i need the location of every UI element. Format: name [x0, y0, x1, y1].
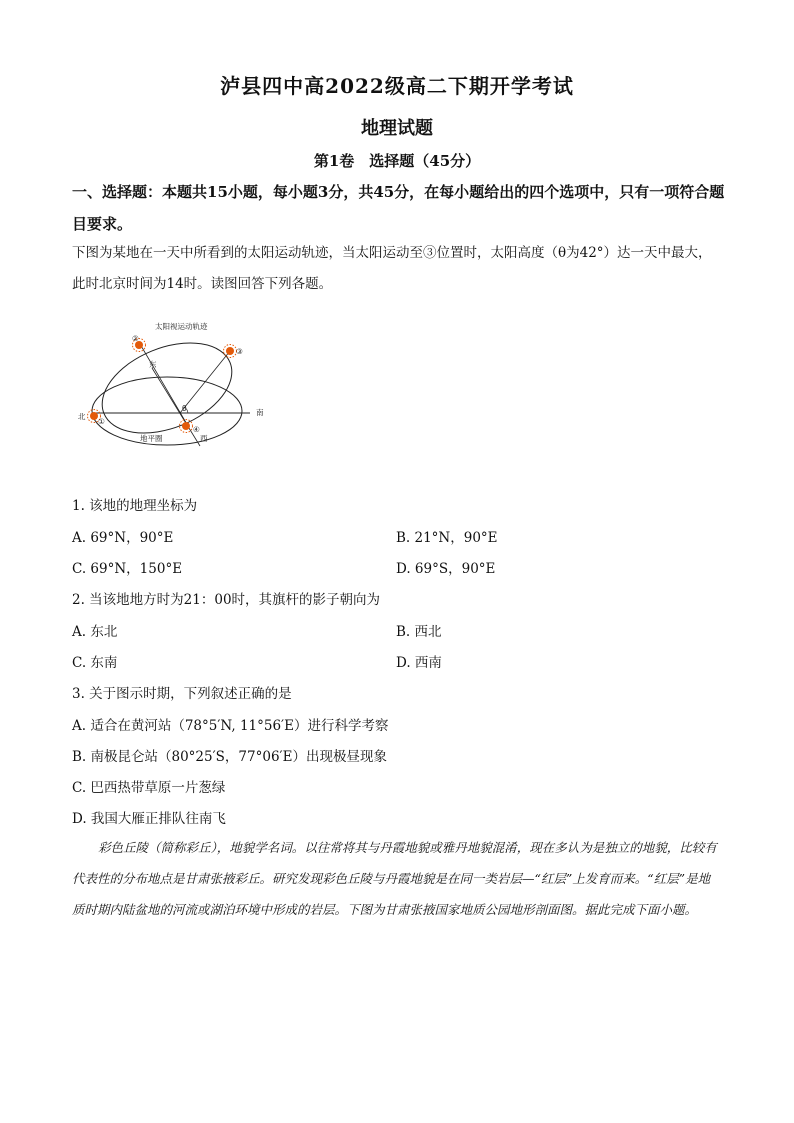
position-4-label: ④	[193, 425, 200, 434]
west-label: 西	[200, 434, 208, 443]
question-3-option-d[interactable]: D. 我国大雁正排队往南飞	[72, 811, 226, 827]
volume-title: 第1卷 选择题（45分）	[313, 152, 481, 170]
position-2-label: ②	[132, 334, 139, 343]
question-3-option-c[interactable]: C. 巴西热带草原一片葱绿	[72, 780, 226, 796]
question-1-option-a[interactable]: A. 69°N，90°E	[72, 530, 174, 546]
horizon-ellipse	[92, 377, 242, 445]
position-1-label: ①	[98, 417, 105, 426]
question-3-option-a[interactable]: A. 适合在黄河站（78°5′N, 11°56′E）进行科学考察	[72, 718, 389, 734]
sun-path-ellipse	[89, 325, 245, 448]
south-label: 南	[256, 408, 264, 417]
question-1-option-b[interactable]: B. 21°N，90°E	[396, 530, 498, 546]
sun-path-diagram	[72, 318, 282, 448]
question-2-option-c[interactable]: C. 东南	[72, 655, 118, 671]
passage-paragraph: 彩色丘陵（简称彩丘），地貌学名词。以往常将其与丹霞地貌或雅丹地貌混淆，现在多认为是独立的地貌，比较有代表性的分布地点是甘肃张掖彩丘。研究发现彩色丘陵与丹霞地貌是在同一类岩层—“红层”上发育而来。“红层”是地质时期内陆盆地的河流或湖泊环境中形成的岩层。下图为甘肃张掖国家地质公园地形剖面图。据此完成下面小题。	[72, 840, 717, 917]
exam-title: 泸县四中高2022级高二下期开学考试	[220, 74, 574, 98]
question-3-stem: 3. 关于图示时期，下列叙述正确的是	[72, 686, 292, 702]
north-label: 北	[78, 412, 86, 421]
east-label: 东	[149, 360, 157, 369]
question-2-option-d[interactable]: D. 西南	[396, 655, 442, 671]
question-3-option-b[interactable]: B. 南极昆仑站（80°25′S，77°06′E）出现极昼现象	[72, 749, 387, 765]
subject-title: 地理试题	[361, 118, 433, 139]
altitude-line	[180, 351, 230, 413]
question-2-option-a[interactable]: A. 东北	[72, 624, 118, 640]
question-2-option-b[interactable]: B. 西北	[396, 624, 442, 640]
section-heading: 一、选择题：本题共15小题，每小题3分，共45分，在每小题给出的四个选项中，只有一项符合题目要求。	[72, 183, 725, 233]
question-1-option-c[interactable]: C. 69°N，150°E	[72, 561, 183, 577]
position-3-label: ③	[236, 347, 243, 356]
question-1-stem: 1. 该地的地理坐标为	[72, 498, 198, 514]
sun-path-label: 太阳视运动轨迹	[155, 322, 208, 331]
horizon-label: 地平圈	[140, 434, 163, 443]
intro-paragraph: 下图为某地在一天中所看到的太阳运动轨迹，当太阳运动至③位置时，太阳高度（θ为42°）达一天中最大，此时北京时间为14时。读图回答下列各题。	[72, 245, 712, 292]
question-1-option-d[interactable]: D. 69°S，90°E	[396, 561, 496, 577]
question-2-stem: 2. 当该地地方时为21：00时，其旗杆的影子朝向为	[72, 592, 381, 608]
axis-line	[140, 344, 188, 426]
theta-label: θ	[182, 404, 187, 413]
